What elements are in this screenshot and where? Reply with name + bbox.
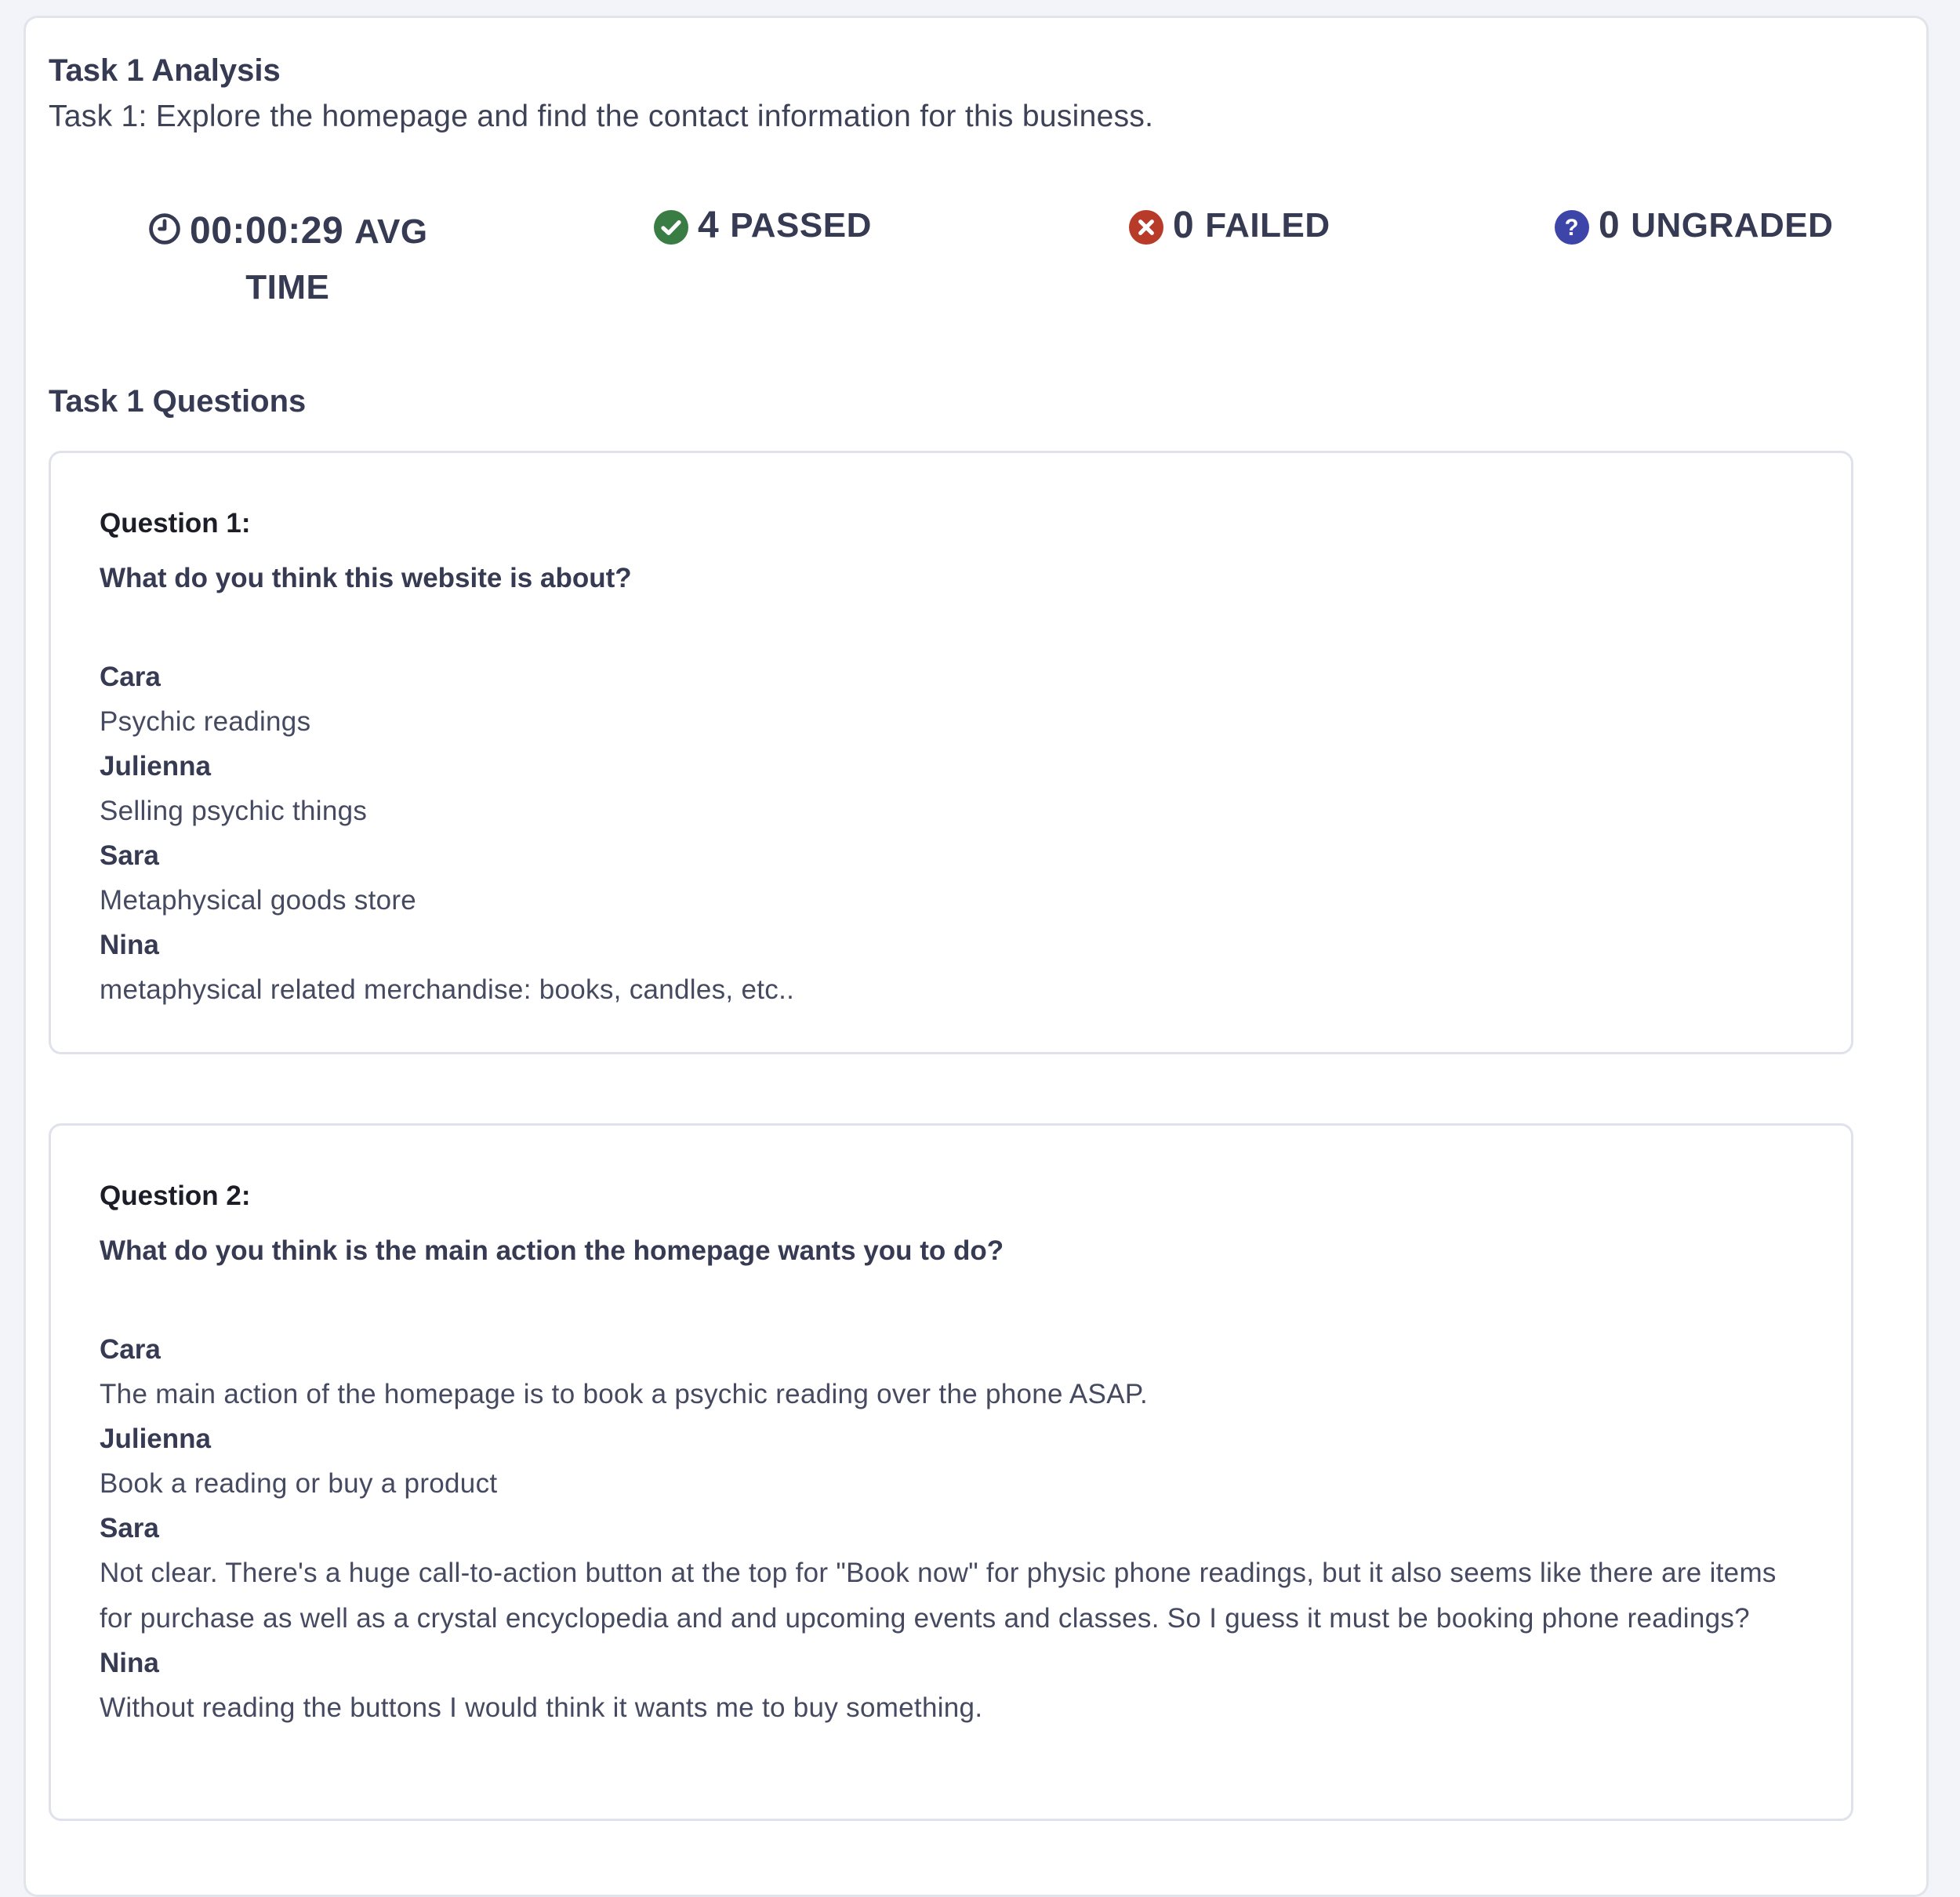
response-item — [100, 1417, 1802, 1507]
task-description: Task 1: Explore the homepage and find the contact information for this business. — [49, 100, 1154, 133]
response-text: Book a reading or buy a product — [100, 1468, 498, 1499]
respondent-name: Cara — [100, 662, 161, 692]
failed-stat — [1129, 204, 1330, 247]
question-card — [49, 451, 1853, 1054]
respondent-name: Nina — [100, 930, 159, 960]
question-circle-icon — [1555, 210, 1589, 245]
respondent-name: Nina — [100, 1648, 159, 1678]
response-item — [100, 834, 1802, 923]
question-number: Question 2: — [100, 1181, 251, 1211]
respondent-name: Sara — [100, 840, 159, 871]
question-text: What do you think is the main action the homepage wants you to do? — [100, 1235, 1004, 1266]
passed-stat — [654, 204, 872, 247]
check-circle-icon — [654, 210, 688, 245]
passed-count: 4 — [698, 205, 720, 246]
response-text: metaphysical related merchandise: books, candles, etc.. — [100, 974, 795, 1005]
response-item — [100, 655, 1802, 745]
response-text: The main action of the homepage is to book a psychic reading over the phone ASAP. — [100, 1379, 1149, 1409]
response-text: Psychic readings — [100, 706, 311, 737]
ungraded-count: 0 — [1599, 205, 1621, 246]
question-text: What do you think this website is about? — [100, 563, 632, 593]
response-item — [100, 923, 1802, 1013]
respondent-name: Sara — [100, 1513, 159, 1543]
ungraded-stat — [1555, 204, 1833, 247]
response-item — [100, 1507, 1802, 1641]
respondent-name: Julienna — [100, 1424, 211, 1454]
respondent-name: Cara — [100, 1334, 161, 1365]
question-number: Question 1: — [100, 508, 251, 539]
response-text: Selling psychic things — [100, 796, 368, 826]
response-text: Without reading the buttons I would think it wants me to buy something. — [100, 1692, 983, 1723]
passed-label: PASSED — [730, 206, 872, 245]
failed-label: FAILED — [1205, 206, 1330, 245]
failed-count: 0 — [1173, 205, 1195, 246]
respondent-name: Julienna — [100, 751, 211, 782]
clock-icon — [147, 212, 182, 246]
avg-time-label-2: TIME — [245, 268, 330, 306]
questions-section-title: Task 1 Questions — [49, 384, 307, 419]
avg-time-stat — [147, 204, 477, 315]
avg-time-label-1: AVG — [354, 212, 428, 251]
response-item — [100, 1328, 1802, 1417]
response-item — [100, 1641, 1802, 1731]
analysis-title: Task 1 Analysis — [49, 53, 281, 88]
avg-time-value: 00:00:29 — [190, 210, 344, 252]
response-text: Not clear. There's a huge call-to-action button at the top for "Book now" for physic phone readings, but it also seems like there are items for purchase as well as a crystal encyclopedia and and upcoming events and classes. So I guess it must be booking phone readings? — [100, 1558, 1777, 1634]
response-text: Metaphysical goods store — [100, 885, 417, 916]
x-circle-icon — [1129, 210, 1163, 245]
ungraded-label: UNGRADED — [1631, 206, 1834, 245]
svg-text:?: ? — [1564, 215, 1580, 241]
response-item — [100, 745, 1802, 834]
question-card — [49, 1123, 1853, 1821]
